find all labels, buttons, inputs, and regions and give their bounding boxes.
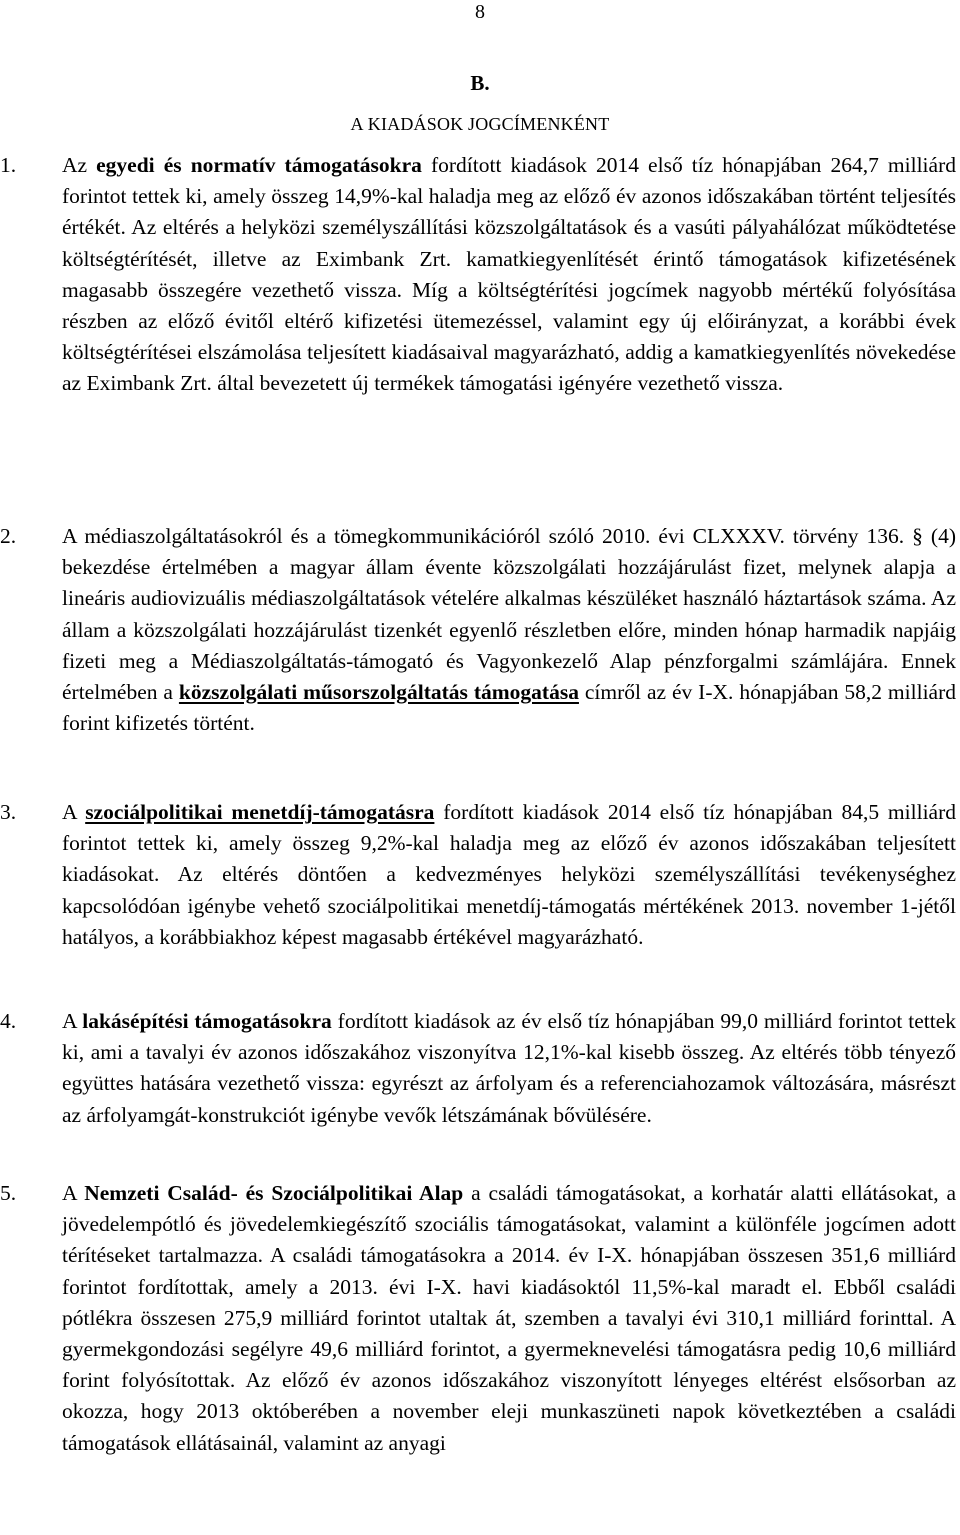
- paragraph-body: [62, 521, 956, 739]
- paragraph-body: [62, 150, 956, 400]
- paragraph-text: A médiaszolgáltatásokról és a tömegkommunikációról szóló 2010. évi CLXXXV. törvény 136. § (4) bekezdése értelmében a magyar állam évente közszolgálati hozzájárulást fizet, melynek alapja a lineáris audiovizuális médiaszolgáltatások vételére alkalmas készüléket használó háztartások száma. Az állam a közszolgálati hozzájárulást tizenkét egyenlő részletben előre, minden hónap harmadik napjáig fizeti meg a Médiaszolgáltatás-támogató és Vagyonkezelő Alap pénzforgalmi számlájára. Ennek értelmében a: [62, 524, 956, 705]
- paragraph-number: 2.: [0, 524, 17, 548]
- paragraph-text: A: [62, 1181, 85, 1205]
- paragraph-text: Az: [62, 153, 97, 177]
- paragraph-text: A: [62, 1009, 83, 1033]
- paragraph-text: A: [62, 800, 86, 824]
- paragraph-emphasis: közszolgálati műsorszolgáltatás támogatása: [178, 680, 579, 705]
- paragraph-body: [62, 1006, 956, 1131]
- paragraph-4: [0, 1006, 960, 1131]
- paragraph-text: fordított kiadások 2014 első tíz hónapjában 264,7 milliárd forintot tettek ki, amely összeg 14,9%-kal haladja meg az előző év azonos időszakában történt teljesítés értékét. Az eltérés a helyközi személyszállítási közszolgáltatások és a vasúti pályahálózat működtetése költségtérítését, illetve az Eximbank Zrt. kamatkiegyenlítését érintő támogatások kifizetésének magasabb összegére vezethető vissza. Míg a költségtérítési jogcímek nagyobb mértékű folyósítása részben az előző évitől eltérő kifizetési ütemezéssel, valamint egy új előirányzat, a korábbi évek költségtérítései elszámolása teljesített kiadásaival magyarázható, addig a kamatkiegyenlítés növekedése az Eximbank Zrt. által bevezetett új termékek támogatási igényére vezethető vissza.: [62, 153, 956, 396]
- paragraph-number: 5.: [0, 1181, 17, 1205]
- paragraph-emphasis: Nemzeti Család- és Szociálpolitikai Alap: [84, 1181, 464, 1205]
- paragraph-text: fordított kiadások 2014 első tíz hónapjában 84,5 milliárd forintot tettek ki, amely összeg 9,2%-kal haladja meg az előző év azonos időszakában teljesített kiadásokat. Az eltérés döntően a kedvezményes helyközi személyszállítási tevékenységhez kapcsolódóan igénybe vehető szociálpolitikai menetdíj-támogatás mértékének 2013. november 1-jétől hatályos, a korábbiakhoz képest magasabb értékével magyarázható.: [62, 800, 956, 949]
- section-letter: B.: [470, 71, 490, 95]
- section-title-main: KIADÁSOK JOGCÍMENKÉNT: [367, 114, 610, 134]
- paragraph-number: 4.: [0, 1009, 17, 1033]
- paragraph-body: [62, 797, 956, 953]
- paragraph-body: [62, 1178, 956, 1459]
- paragraph-emphasis: lakásépítési támogatásokra: [82, 1009, 332, 1033]
- paragraph-text: fordított kiadások az év első tíz hónapjában 99,0 milliárd forintot tettek ki, ami a tavalyi év azonos időszakához viszonyítva 12,1%-kal kisebb összeg. Az eltérés több tényező együttes hatására vezethető vissza: egyrészt az árfolyam és a referenciahozamok változására, másrészt az árfolyamgát-konstrukciót igénybe vevők létszámának bővülésére.: [62, 1009, 956, 1127]
- section-title-prefix: A: [350, 114, 364, 134]
- paragraph-number: 1.: [0, 153, 17, 177]
- paragraph-number: 3.: [0, 800, 17, 824]
- section-title: [0, 112, 960, 136]
- paragraph-1: [0, 150, 960, 400]
- paragraph-5: [0, 1178, 960, 1459]
- paragraph-text: a családi támogatásokat, a korhatár alatti ellátásokat, a jövedelempótló és jövedelemkiegészítő szociális támogatásokat, valamint a különféle jogcímen adott térítéseket tartalmazza. A családi támogatásokra a 2014. év I-X. hónapjában összesen 351,6 milliárd forintot fordítottak, amely a 2013. évi I-X. havi kiadásoktól 11,5%-kal maradt el. Ebből családi pótlékra összesen 275,9 milliárd forintot utaltak át, szemben a tavalyi évi 310,1 milliárd forinttal. A gyermekgondozási segélyre 49,6 milliárd forintot, a gyermeknevelési támogatásra pedig 10,6 milliárd forint folyósítottak. Az előző év azonos időszakához viszonyított lényeges eltérést elsősorban az okozza, hogy 2013 októberében a november eleji munkaszüneti napok következtében a családi támogatások ellátásainál, valamint az anyagi: [62, 1181, 956, 1455]
- page-number: 8: [475, 1, 485, 23]
- paragraph-2: [0, 521, 960, 739]
- paragraph-text: címről az év I-X. hónapjában 58,2 milliárd forint kifizetés történt.: [62, 680, 957, 736]
- paragraph-3: [0, 797, 960, 953]
- paragraph-emphasis: szociálpolitikai menetdíj-támogatásra: [85, 800, 435, 824]
- paragraph-emphasis: egyedi és normatív támogatásokra: [96, 153, 422, 177]
